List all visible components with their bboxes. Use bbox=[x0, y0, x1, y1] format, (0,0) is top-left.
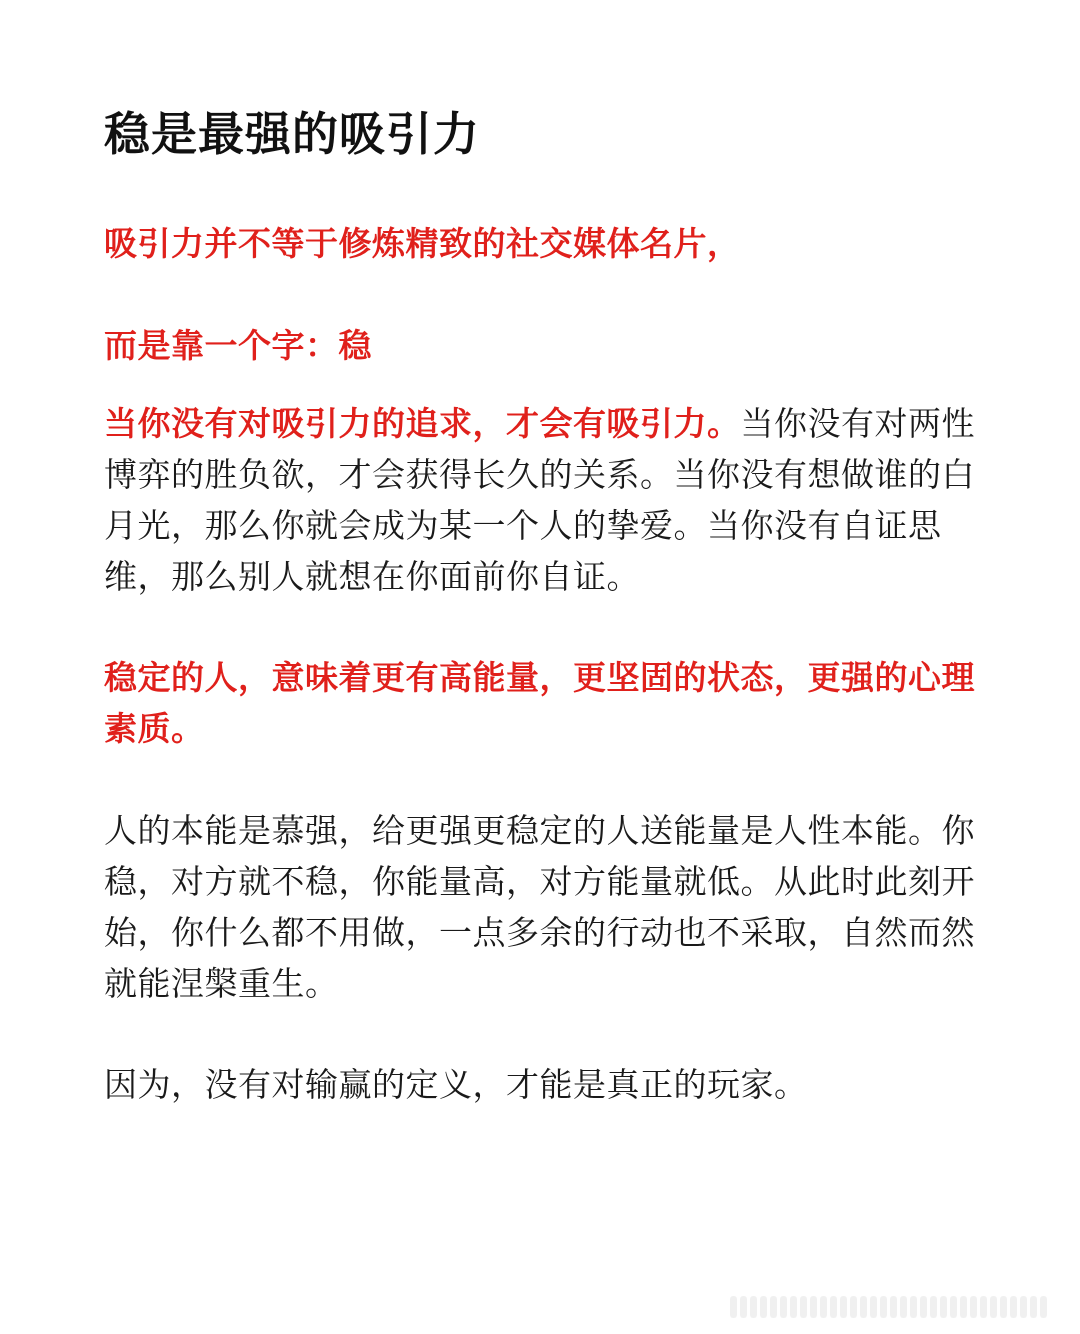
paragraph-instinct: 人的本能是慕强，给更强更稳定的人送能量是人性本能。你稳，对方就不稳，你能量高，对方能量就低。从此时此刻开始，你什么都不用做，一点多余的行动也不采取，自然而然就能涅槃重生。 bbox=[104, 811, 975, 1003]
watermark-bars bbox=[730, 1288, 1050, 1318]
paragraph-intro: 吸引力并不等于修炼精致的社交媒体名片， bbox=[104, 224, 741, 263]
article-title: 稳是最强的吸引力 bbox=[104, 107, 480, 161]
paragraph-conclusion: 因为，没有对输赢的定义，才能是真正的玩家。 bbox=[104, 1065, 808, 1104]
paragraph-stable-people: 稳定的人，意味着更有高能量，更坚固的状态，更强的心理素质。 bbox=[104, 658, 975, 748]
paragraph-key-word: 而是靠一个字：稳 bbox=[104, 326, 372, 365]
paragraph-attraction bbox=[104, 398, 979, 602]
paragraph-attraction-body: 当你没有对两性博弈的胜负欲，才会获得长久的关系。当你没有想做谁的白月光，那么你就会成为某一个人的挚爱。当你没有自证思维，那么别人就想在你面前你自证。 bbox=[104, 404, 975, 596]
paragraph-attraction-highlight: 当你没有对吸引力的追求，才会有吸引力。 bbox=[104, 404, 741, 443]
